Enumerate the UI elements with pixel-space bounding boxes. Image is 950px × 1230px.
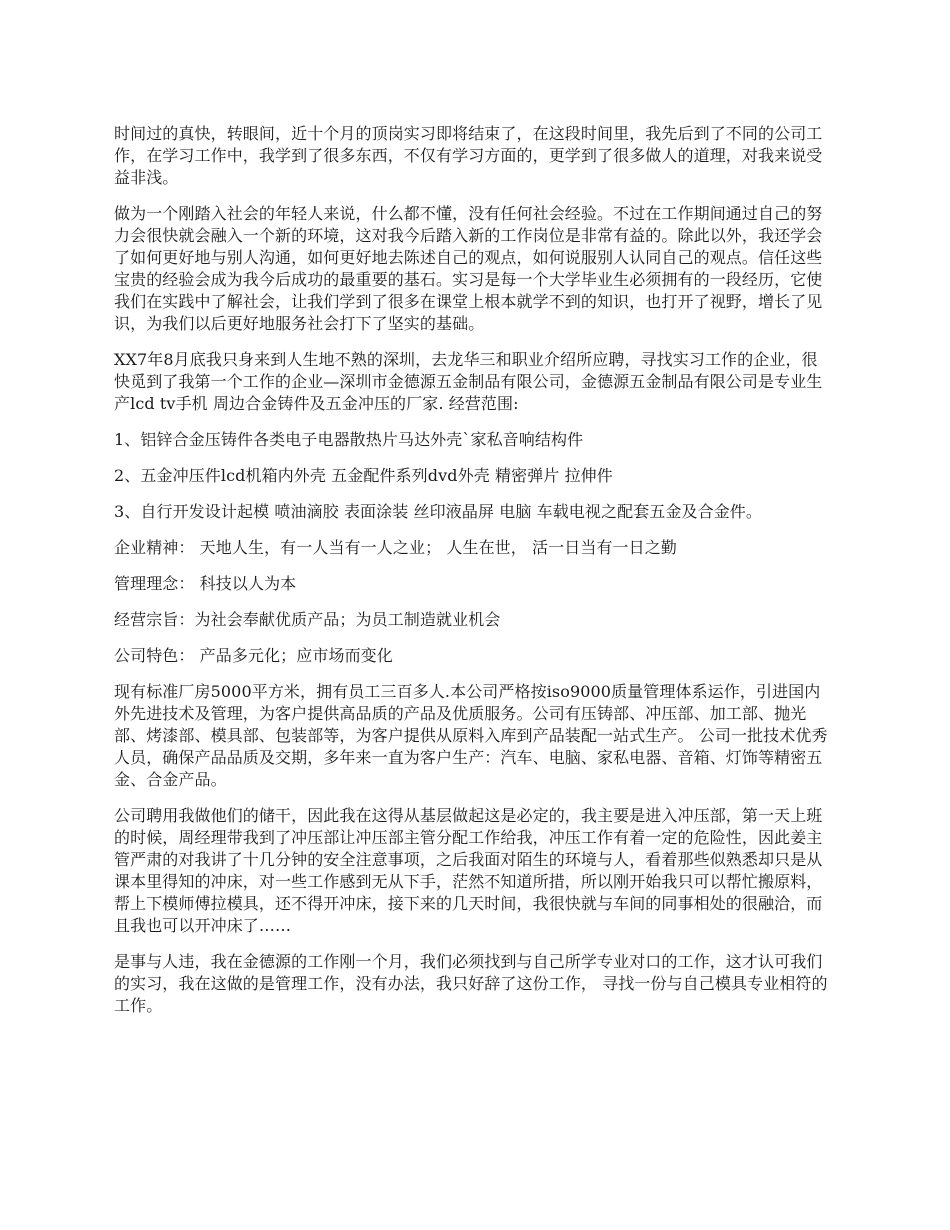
paragraph-work-start: 公司聘用我做他们的储干，因此我在这得从基层做起这是必定的，我主要是进入冲压部，第一天上班的时候，周经理带我到了冲压部让冲压部主管分配工作给我，冲压工作有着一定的危险性，因此姜主管严肃的对我讲了十几分钟的安全注意事项，之后我面对陌生的环境与人，看着那些似熟悉却只是从课本里得知的冲床，对一些工作感到无从下手，茫然不知道所措，所以刚开始我只可以帮忙搬原料，帮上下模师傅拉模具，还不得开冲床，接下来的几天时间，我很快就与车间的同事相处的很融洽，而且我也可以开冲床了…… (114, 806, 823, 935)
paragraph-leaving: 是事与人违，我在金德源的工作刚一个月，我们必须找到与自己所学专业对口的工作，这才认可我们的实习，我在这做的是管理工作，没有办法，我只好辞了这份工作， 寻找一份与自己模具专业相符的工作。 (114, 952, 828, 1015)
scope-item-3: 3、自行开发设计起模 喷油滴胶 表面涂装 丝印液晶屏 电脑 车载电视之配套五金及合金件。 (114, 502, 763, 521)
scope-item-1: 1、铝锌合金压铸件各类电子电器散热片马达外壳`家私音响结构件 (114, 430, 584, 449)
business-tenet: 经营宗旨：为社会奉献优质产品；为员工制造就业机会 (114, 610, 501, 629)
scope-item-2: 2、五金冲压件lcd机箱内外壳 五金配件系列dvd外壳 精密弹片 拉伸件 (114, 466, 613, 485)
paragraph-company-intro: XX7年8月底我只身来到人生地不熟的深圳，去龙华三和职业介绍所应聘，寻找实习工作的企业，很快觅到了我第一个工作的企业—深圳市金德源五金制品有限公司，金德源五金制品有限公司是专业生产lcd tv手机 周边合金铸件及五金冲压的厂家. 经营范围: (114, 350, 823, 413)
company-feature: 公司特色： 产品多元化；应市场而变化 (114, 646, 393, 665)
paragraph-experience: 做为一个刚踏入社会的年轻人来说，什么都不懂，没有任何社会经验。不过在工作期间通过自己的努力会很快就会融入一个新的环境，这对我今后踏入新的工作岗位是非常有益的。除此以外，我还学会了如何更好地与别人沟通，如何更好地去陈述自己的观点，如何说服别人认同自己的观点。信任这些宝贵的经验会成为我今后成功的最重要的基石。实习是每一个大学毕业生必须拥有的一段经历，它使我们在实践中了解社会，让我们学到了很多在课堂上根本就学不到的知识，也打开了视野，增长了见识，为我们以后更好地服务社会打下了坚实的基础。 (114, 204, 823, 333)
paragraph-facilities: 现有标准厂房5000平方米，拥有员工三百多人.本公司严格按iso9000质量管理体系运作，引进国内外先进技术及管理，为客户提供高品质的产品及优质服务。公司有压铸部、冲压部、加工部、抛光部、烤漆部、模具部、包装部等，为客户提供从原料入库到产品装配一站式生产。 公司一批技术优秀人员，确保产品品质及交期，多年来一直为客户生产：汽车、电脑、家私电器、音箱、灯饰等精密五金、合金产品。 (114, 682, 828, 789)
management-philosophy: 管理理念： 科技以人为本 (114, 574, 297, 593)
enterprise-spirit: 企业精神： 天地人生，有一人当有一人之业； 人生在世， 活一日当有一日之勤 (114, 538, 677, 557)
paragraph-intro: 时间过的真快，转眼间，近十个月的顶岗实习即将结束了，在这段时间里，我先后到了不同的公司工作，在学习工作中，我学到了很多东西，不仅有学习方面的，更学到了很多做人的道理，对我来说受益非浅。 (114, 124, 823, 187)
